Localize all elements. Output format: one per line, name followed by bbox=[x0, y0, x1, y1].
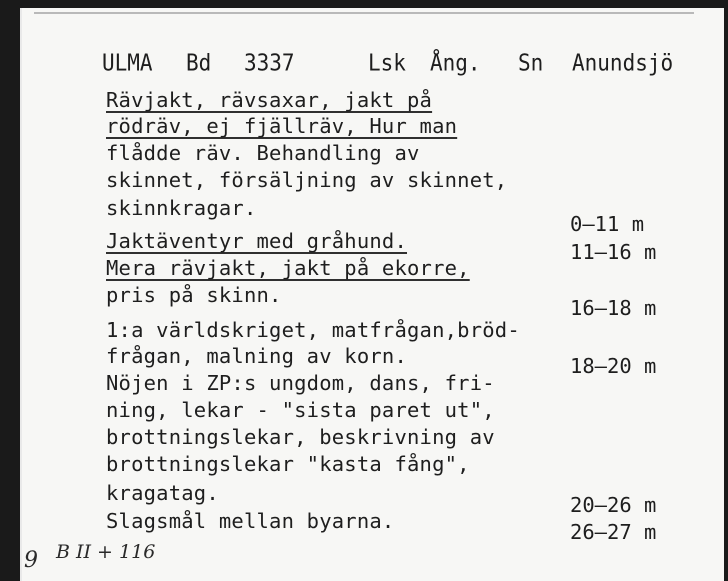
index-card bbox=[20, 8, 724, 581]
handwritten-note: B II + 116 bbox=[56, 541, 156, 563]
time-range-5: 20–26 m bbox=[570, 493, 657, 517]
entry-line-6: Jaktäventyr med gråhund. bbox=[106, 229, 408, 253]
entry-line-2-text: rödräv, ej fjällräv, Hur man bbox=[106, 114, 458, 138]
socken-value: Anundsjö bbox=[572, 50, 674, 76]
time-range-4: 18–20 m bbox=[570, 354, 657, 378]
archive-code: ULMA bbox=[102, 50, 153, 76]
time-range-1: 0–11 m bbox=[570, 212, 645, 236]
volume-label: Bd bbox=[186, 50, 212, 76]
entry-line-10: frågan, malning av korn. bbox=[106, 344, 408, 368]
entry-line-16: Slagsmål mellan byarna. bbox=[106, 509, 395, 533]
entry-line-13: brottningslekar, beskrivning av bbox=[106, 425, 495, 449]
card-top-rule bbox=[34, 12, 694, 14]
entry-line-9: 1:a världskriget, matfrågan,bröd- bbox=[106, 318, 520, 342]
time-range-3: 16–18 m bbox=[570, 296, 657, 320]
socken-label: Sn bbox=[518, 50, 544, 76]
entry-line-12: ning, lekar - "sista paret ut", bbox=[106, 398, 495, 422]
entry-line-1: Rävjakt, rävsaxar, jakt på bbox=[106, 88, 433, 112]
entry-line-5: skinnkragar. bbox=[106, 196, 257, 220]
entry-line-7: Mera rävjakt, jakt på ekorre, bbox=[106, 256, 470, 280]
handwritten-page-number: 9 bbox=[24, 548, 38, 573]
landskap-label: Lsk bbox=[368, 50, 406, 76]
entry-line-8: pris på skinn. bbox=[106, 283, 282, 307]
entry-line-14: brottningslekar "kasta fång", bbox=[106, 452, 470, 476]
entry-line-2 bbox=[106, 114, 457, 138]
entry-line-3: flådde räv. Behandling av bbox=[106, 141, 420, 165]
time-range-2: 11–16 m bbox=[570, 240, 657, 264]
volume-number: 3337 bbox=[244, 50, 295, 76]
landskap-value: Ång. bbox=[430, 50, 481, 76]
entry-line-15: kragatag. bbox=[106, 481, 219, 505]
entry-line-11: Nöjen i ZP:s ungdom, dans, fri- bbox=[106, 371, 495, 395]
time-range-6: 26–27 m bbox=[570, 520, 657, 544]
entry-line-4: skinnet, försäljning av skinnet, bbox=[106, 168, 508, 192]
